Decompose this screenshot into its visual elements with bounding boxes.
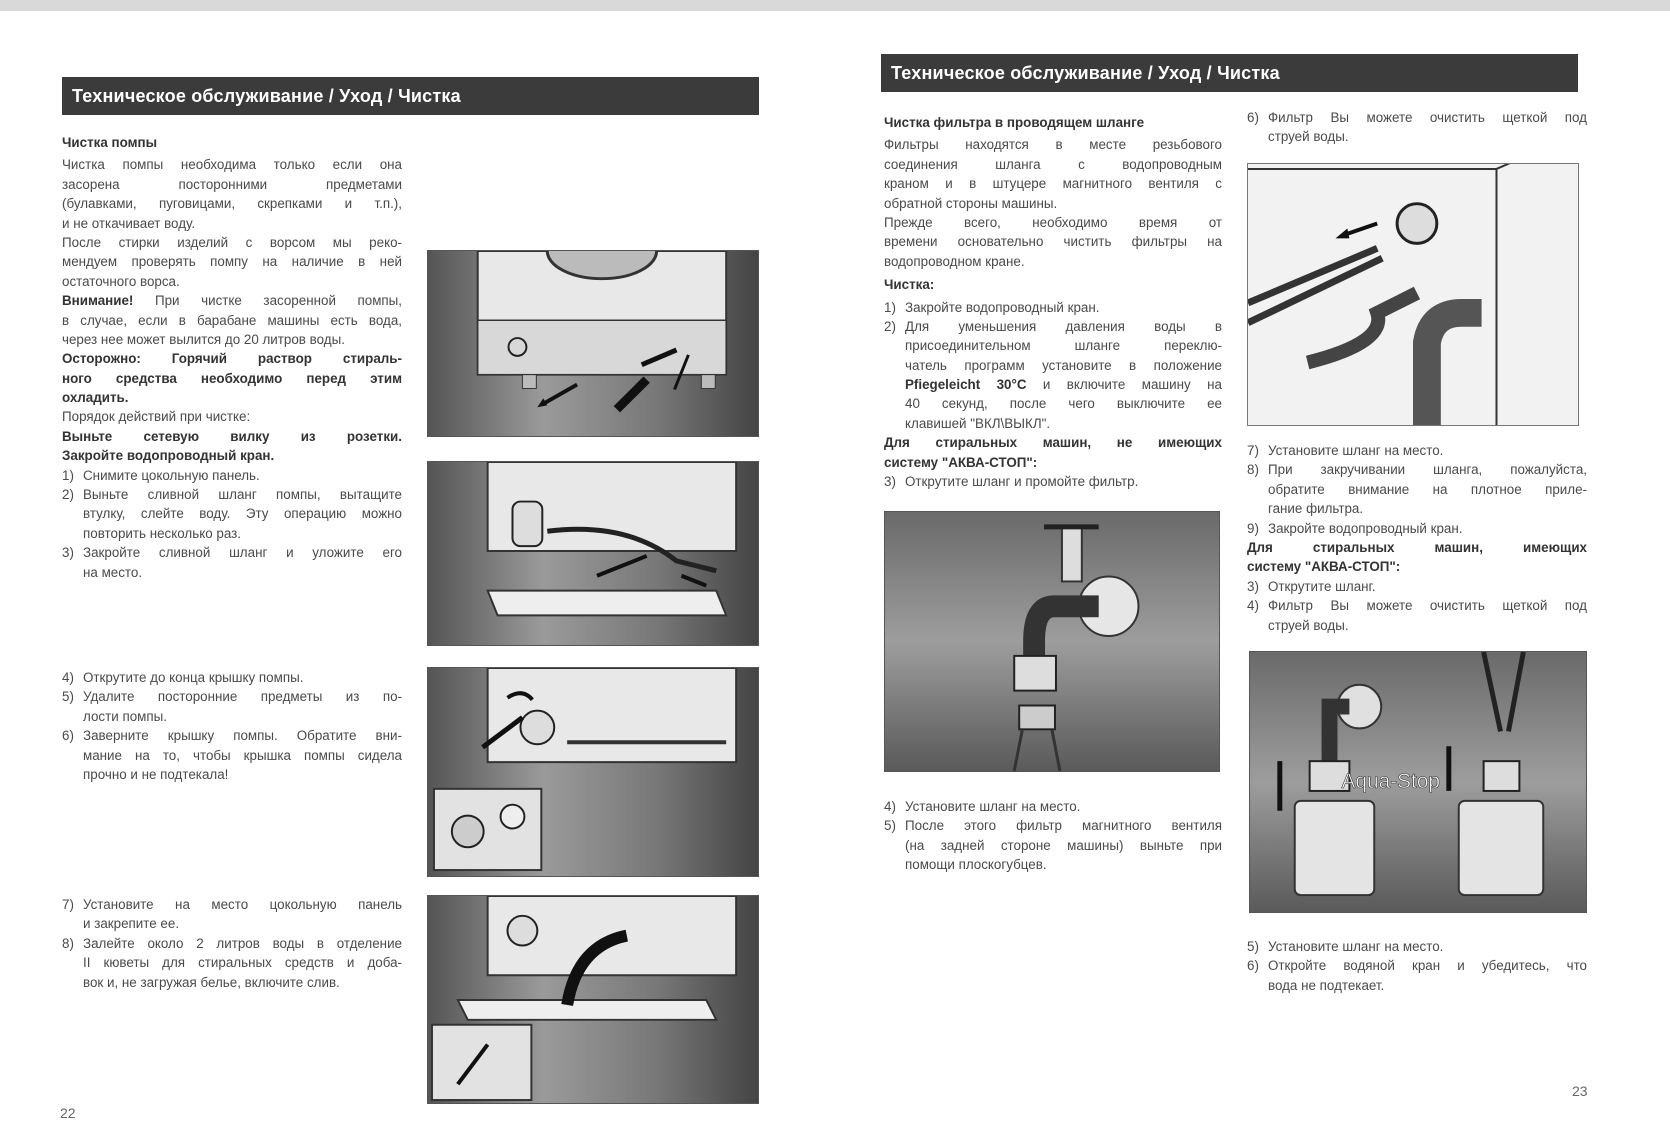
list-item xyxy=(884,298,1222,317)
text-run: При чистке засоренной помпы, xyxy=(133,293,402,309)
list-item xyxy=(1247,441,1587,460)
text-line xyxy=(62,291,402,310)
section-heading xyxy=(884,113,1222,132)
item-number: 6) xyxy=(62,728,74,744)
paragraph xyxy=(62,407,402,426)
warning-text xyxy=(62,349,402,407)
item-number: 5) xyxy=(62,689,74,705)
left-section-pump-steps xyxy=(62,668,402,784)
item-number: 2) xyxy=(62,487,74,503)
text-line: (на задней стороне машины) выньте при xyxy=(905,837,1222,853)
text-line: Осторожно: Горячий раствор стираль- xyxy=(62,351,402,367)
list-item xyxy=(62,543,402,582)
text-line: охладить. xyxy=(62,390,129,406)
text-line: обратите внимание на плотное приле- xyxy=(1268,481,1587,497)
page-number-right: 23 xyxy=(1572,1083,1588,1099)
text-line: засорена посторонними предметами xyxy=(62,176,402,192)
text-line: вок и, не загружая белье, включите слив. xyxy=(83,974,340,990)
text-line: Чистка фильтра в проводящем шланге xyxy=(884,115,1145,130)
text-line: Установите на место цокольную панель xyxy=(83,897,402,912)
text-line: Чистка помпы необходима только если она xyxy=(62,157,402,173)
text-line: Открутите шланг. xyxy=(1268,578,1376,594)
text-line: Порядок действий при чистке: xyxy=(62,409,251,425)
paragraph xyxy=(62,291,402,349)
warning-text xyxy=(62,427,402,466)
page-number-left: 22 xyxy=(60,1105,76,1121)
text-line: Выньте сетевую вилку из розетки. xyxy=(62,428,402,444)
text-line: вода не подтекает. xyxy=(1268,977,1385,993)
list-item xyxy=(1247,460,1587,518)
text-line: помощи плоскогубцев. xyxy=(905,857,1047,873)
item-number: 2) xyxy=(884,318,896,334)
right-col2-final xyxy=(1247,937,1587,995)
right-col2-steps xyxy=(1247,441,1587,635)
text-line: Закройте водопроводный кран. xyxy=(905,299,1100,315)
text-line: чатель программ установите в положение xyxy=(905,357,1222,373)
text-line: Установите шланг на место. xyxy=(905,799,1081,814)
text-line: II кюветы для стиральных средств и доба- xyxy=(83,955,402,971)
text-line: ного средства необходимо перед этим xyxy=(62,370,402,386)
item-number: 8) xyxy=(1247,462,1259,478)
text-line: и не откачивает воду. xyxy=(62,215,196,231)
text-line: Открутите до конца крышку помпы. xyxy=(83,670,304,685)
list-item xyxy=(62,668,402,687)
text-line: Удалите посторонние предметы из по- xyxy=(83,689,402,705)
list-item xyxy=(1247,596,1587,635)
text-line: струей воды. xyxy=(1268,129,1349,145)
right-section-magnet-valve xyxy=(884,797,1222,875)
text-line: Для стиральных машин, не имеющих xyxy=(884,435,1222,451)
list-item xyxy=(1247,956,1587,995)
text-line: и закрепите ее. xyxy=(83,916,180,932)
item-number: 4) xyxy=(62,670,74,685)
text-line: Закройте сливной шланг и уложите его xyxy=(83,545,402,561)
section-heading xyxy=(62,133,402,152)
item-number: 6) xyxy=(1247,958,1259,974)
text-line: Установите шланг на место. xyxy=(1268,443,1444,458)
list-item xyxy=(884,317,1222,433)
text-line: 40 секунд, после чего выключите ее xyxy=(905,396,1222,412)
text-line: водопроводном кране. xyxy=(884,253,1025,269)
list-item xyxy=(62,466,402,485)
list-item xyxy=(1247,519,1587,538)
text-line: Фильтр Вы можете очистить щеткой под xyxy=(1268,598,1587,614)
item-number: 1) xyxy=(62,467,74,483)
list-item xyxy=(62,485,402,543)
text-line: (булавками, пуговицами, скрепками и т.п.), xyxy=(62,196,402,212)
text-line: краном и в штуцере магнитного вентиля с xyxy=(884,176,1222,192)
text-line: мендуем проверять помпу на наличие в ней xyxy=(62,254,402,270)
text-line: мание на то, чтобы крышка помпы сидела xyxy=(83,747,402,763)
right-section-filter xyxy=(884,113,1222,491)
text-line: Выньте сливной шланг помпы, вытащите xyxy=(83,487,402,503)
text-line: После стирки изделий с ворсом мы реко- xyxy=(62,234,402,250)
text-line: Для уменьшения давления воды в xyxy=(905,318,1222,334)
section-heading xyxy=(884,275,1222,294)
item-number: 5) xyxy=(1247,939,1259,954)
item-number: 3) xyxy=(1247,578,1259,594)
text-line: Снимите цокольную панель. xyxy=(83,467,260,483)
text-line: Прежде всего, необходимо время от xyxy=(884,214,1222,230)
text-line: времени основательно чистить фильтры на xyxy=(884,234,1222,250)
item-number: 7) xyxy=(62,897,74,912)
text-line: После этого фильтр магнитного вентиля xyxy=(905,818,1222,834)
figure-aqua-stop xyxy=(1249,651,1587,913)
item-number: 9) xyxy=(1247,520,1259,536)
item-number: 5) xyxy=(884,818,896,834)
figure-tap-filter xyxy=(884,511,1220,772)
text-line: Для стиральных машин, имеющих xyxy=(1247,539,1587,555)
figure-remove-plinth xyxy=(427,250,759,437)
text-line: систему "АКВА-СТОП": xyxy=(1247,559,1401,575)
list-item xyxy=(62,726,402,784)
text-line: в случае, если в барабане машины есть вода, xyxy=(62,312,402,328)
list-item xyxy=(884,472,1222,491)
text-line: присоединительном шланге переклю- xyxy=(905,338,1222,354)
text-line: обратной стороны машины. xyxy=(884,195,1058,211)
text-line xyxy=(905,375,1222,394)
item-number: 4) xyxy=(1247,598,1259,614)
item-number: 3) xyxy=(884,474,896,490)
text-line: Открутите шланг и промойте фильтр. xyxy=(905,474,1139,490)
text-line: Чистка: xyxy=(884,277,935,293)
item-number: 6) xyxy=(1247,110,1259,125)
text-line: клавишей "ВКЛ\ВЫКЛ". xyxy=(905,415,1051,431)
item-number: 8) xyxy=(62,935,74,951)
right-page-header: Техническое обслуживание / Уход / Чистка xyxy=(881,54,1578,92)
figure-drain-hose xyxy=(427,461,759,646)
text-line: систему "АКВА-СТОП": xyxy=(884,454,1038,470)
figure-refit-plinth xyxy=(427,895,759,1104)
paragraph xyxy=(884,135,1222,213)
warning-text xyxy=(884,433,1222,472)
scan-edge xyxy=(0,0,1670,11)
item-number: 1) xyxy=(884,299,896,315)
list-item xyxy=(62,934,402,992)
text-line: Залейте около 2 литров воды в отделение xyxy=(83,935,402,951)
list-item xyxy=(884,816,1222,874)
list-item xyxy=(1247,937,1587,956)
text-line: Заверните крышку помпы. Обратите вни- xyxy=(83,728,402,744)
text-line: втулку, слейте воду. Эту операцию можно xyxy=(83,506,402,522)
text-line: прочно и не подтекала! xyxy=(83,766,229,782)
item-number: 4) xyxy=(884,799,896,814)
text-line: Закройте водопроводный кран. xyxy=(1268,520,1463,536)
text-line: При закручивании шланга, пожалуйста, xyxy=(1268,462,1587,478)
right-col2-step6 xyxy=(1247,108,1587,147)
text-line: остаточного ворса. xyxy=(62,273,180,289)
list-item xyxy=(62,895,402,934)
item-number: 3) xyxy=(62,545,74,561)
text-line: Закройте водопроводный кран. xyxy=(62,448,275,464)
text-line: Фильтр Вы можете очистить щеткой под xyxy=(1268,110,1587,125)
text-line: через нее может вылится до 20 литров воды. xyxy=(62,331,345,347)
list-item xyxy=(62,687,402,726)
list-item xyxy=(1247,108,1587,147)
text-line: Установите шланг на место. xyxy=(1268,939,1444,954)
text-line: на место. xyxy=(83,564,143,580)
item-number: 7) xyxy=(1247,443,1259,458)
paragraph xyxy=(62,155,402,233)
paragraph xyxy=(884,213,1222,271)
text-run: и включите машину на xyxy=(1042,377,1222,393)
figure-unscrew-pump-cap xyxy=(427,667,759,877)
text-line: Фильтры находятся в месте резьбового xyxy=(884,137,1222,153)
text-line: лости помпы. xyxy=(83,708,167,724)
left-section-pump xyxy=(62,133,402,582)
text-line: Откройте водяной кран и убедитесь, что xyxy=(1268,958,1587,974)
text-line: гание фильтра. xyxy=(1268,501,1364,517)
text-line: струей воды. xyxy=(1268,617,1349,633)
program-name: Pfiegeleicht 30°C xyxy=(905,377,1027,393)
aqua-stop-label: Aqua-Stop xyxy=(1341,769,1441,793)
warning-text xyxy=(1247,538,1587,577)
left-page-header: Техническое обслуживание / Уход / Чистка xyxy=(62,77,759,115)
list-item xyxy=(884,797,1222,816)
text-line: соединения шланга с водопроводным xyxy=(884,156,1222,172)
emphasis-label: Внимание! xyxy=(62,293,134,309)
text-line: повторить несколько раз. xyxy=(83,525,241,541)
figure-pliers-valve xyxy=(1247,163,1579,426)
left-section-final-steps xyxy=(62,895,402,992)
text-line: Чистка помпы xyxy=(62,135,158,150)
paragraph xyxy=(62,233,402,291)
list-item xyxy=(1247,577,1587,596)
